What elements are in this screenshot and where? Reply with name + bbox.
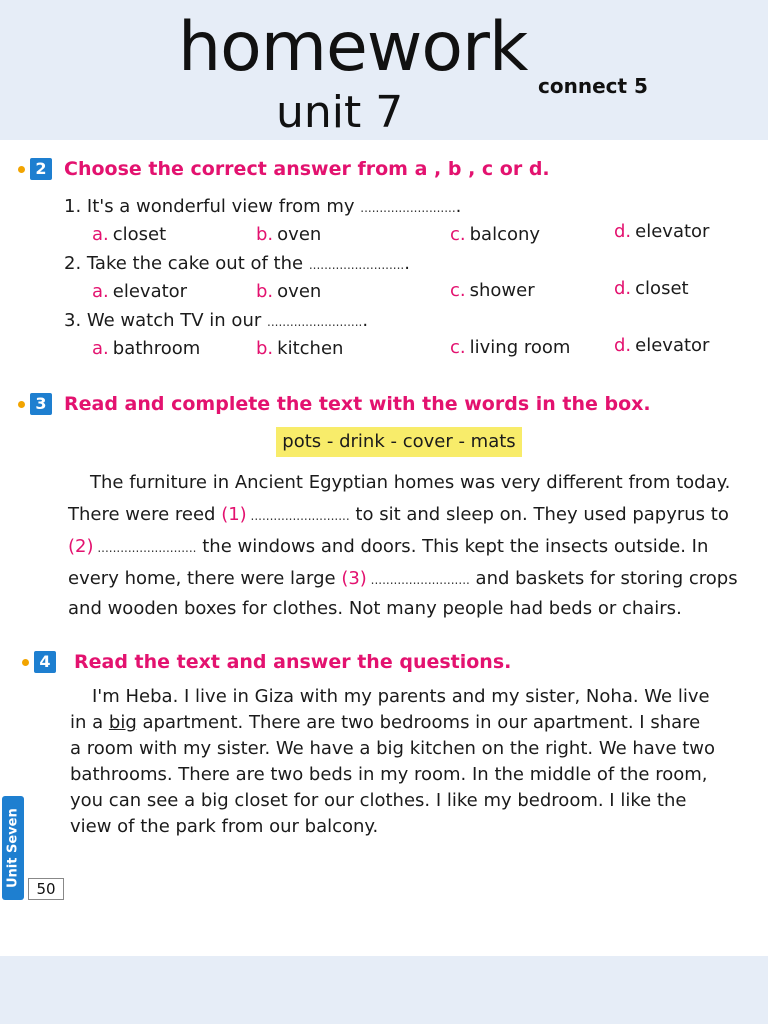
option-c[interactable] — [450, 337, 570, 358]
answer-blank[interactable]: ......................... — [308, 258, 405, 272]
page-number: 50 — [28, 878, 64, 900]
section-3-heading — [18, 393, 651, 415]
text-line-4 — [68, 568, 738, 589]
question-text: 2. Take the cake out of the — [64, 253, 304, 274]
option-letter: a. — [92, 281, 109, 302]
line-text: There were reed — [68, 504, 222, 525]
option-d[interactable] — [614, 221, 709, 242]
option-text: elevator — [112, 281, 188, 302]
answer-blank[interactable]: .......................... — [366, 573, 470, 587]
bullet-dot-icon — [18, 401, 25, 408]
option-text: balcony — [469, 224, 541, 245]
option-d[interactable] — [614, 278, 689, 299]
section-number-badge: 4 — [34, 651, 56, 673]
question-3 — [64, 310, 368, 331]
question-1 — [64, 196, 461, 217]
blank-number: (1) — [221, 504, 247, 525]
option-b[interactable] — [256, 338, 343, 359]
underlined-word: big — [108, 712, 137, 733]
option-c[interactable] — [450, 224, 540, 245]
line-text: every home, there were large — [68, 568, 342, 589]
section-number-badge: 2 — [30, 158, 52, 180]
option-text: kitchen — [277, 338, 344, 359]
option-text: closet — [112, 224, 167, 245]
option-text: oven — [277, 224, 322, 245]
option-letter: a. — [92, 338, 109, 359]
question-text: 1. It's a wonderful view from my — [64, 196, 355, 217]
bullet-dot-icon — [18, 166, 25, 173]
option-c[interactable] — [450, 280, 535, 301]
unit-tab-label: Unit Seven — [5, 808, 21, 888]
reading-line-5: you can see a big closet for our clothes. I like my bedroom. I like the — [70, 790, 687, 811]
text-line-1 — [90, 472, 730, 493]
option-a[interactable] — [92, 338, 200, 359]
option-text: bathroom — [112, 338, 201, 359]
line-text: and wooden boxes for clothes. Not many people had beds or chairs. — [68, 598, 682, 619]
option-letter: c. — [450, 224, 466, 245]
reading-line-4: bathrooms. There are two beds in my room. In the middle of the room, — [70, 764, 708, 785]
question-end: . — [404, 253, 410, 274]
question-end: . — [362, 310, 369, 331]
option-text: elevator — [635, 335, 710, 356]
blank-number: (3) — [341, 568, 367, 589]
word-box: pots - drink - cover - mats — [276, 427, 522, 457]
option-letter: d. — [614, 221, 632, 242]
option-letter: b. — [256, 281, 274, 302]
line-text: apartment. There are two bedrooms in our apartment. I share — [142, 712, 701, 733]
header — [0, 0, 768, 140]
option-letter: d. — [614, 335, 632, 356]
unit-subtitle: unit 7 — [276, 87, 404, 138]
line-text: in a — [70, 712, 104, 733]
option-a[interactable] — [92, 281, 187, 302]
option-text: shower — [469, 280, 535, 301]
book-name: connect 5 — [538, 74, 648, 98]
option-d[interactable] — [614, 335, 709, 356]
option-letter: c. — [450, 337, 466, 358]
answer-blank[interactable]: ......................... — [360, 201, 456, 215]
text-line-2 — [68, 504, 729, 525]
bullet-dot-icon — [22, 659, 29, 666]
reading-line-3: a room with my sister. We have a big kitchen on the right. We have two — [70, 738, 716, 759]
option-letter: d. — [614, 278, 632, 299]
line-text: to sit and sleep on. They used papyrus to — [349, 504, 729, 525]
section-title: Read and complete the text with the words in the box. — [64, 393, 651, 415]
section-title: Read the text and answer the questions. — [74, 651, 512, 673]
section-title: Choose the correct answer from a , b , c or d. — [64, 158, 550, 180]
text-line-3 — [68, 536, 708, 557]
text-line-5 — [68, 598, 682, 619]
question-end: . — [455, 196, 462, 217]
option-b[interactable] — [256, 281, 321, 302]
option-text: oven — [277, 281, 322, 302]
option-a[interactable] — [92, 224, 166, 245]
option-b[interactable] — [256, 224, 321, 245]
option-text: elevator — [635, 221, 710, 242]
reading-line-6: view of the park from our balcony. — [70, 816, 379, 837]
section-4-heading — [22, 651, 511, 673]
line-text: The furniture in Ancient Egyptian homes was very different from today. — [90, 472, 731, 493]
question-text: 3. We watch TV in our — [64, 310, 262, 331]
worksheet-page — [0, 140, 768, 956]
section-2-heading — [18, 158, 550, 180]
option-letter: c. — [450, 280, 466, 301]
section-number-badge: 3 — [30, 393, 52, 415]
answer-blank[interactable]: .......................... — [246, 509, 350, 523]
option-letter: b. — [256, 224, 274, 245]
line-text: the windows and doors. This kept the insects outside. In — [196, 536, 709, 557]
option-text: living room — [469, 337, 571, 358]
question-2 — [64, 253, 410, 274]
line-text: and baskets for storing crops — [469, 568, 738, 589]
blank-number: (2) — [68, 536, 94, 557]
reading-line-1: I'm Heba. I live in Giza with my parents and my sister, Noha. We live — [92, 686, 710, 707]
option-text: closet — [635, 278, 689, 299]
option-letter: a. — [92, 224, 109, 245]
reading-line-2 — [70, 712, 700, 733]
answer-blank[interactable]: ......................... — [267, 315, 363, 329]
option-letter: b. — [256, 338, 274, 359]
homework-title: homework — [178, 8, 528, 87]
answer-blank[interactable]: .......................... — [93, 541, 197, 555]
